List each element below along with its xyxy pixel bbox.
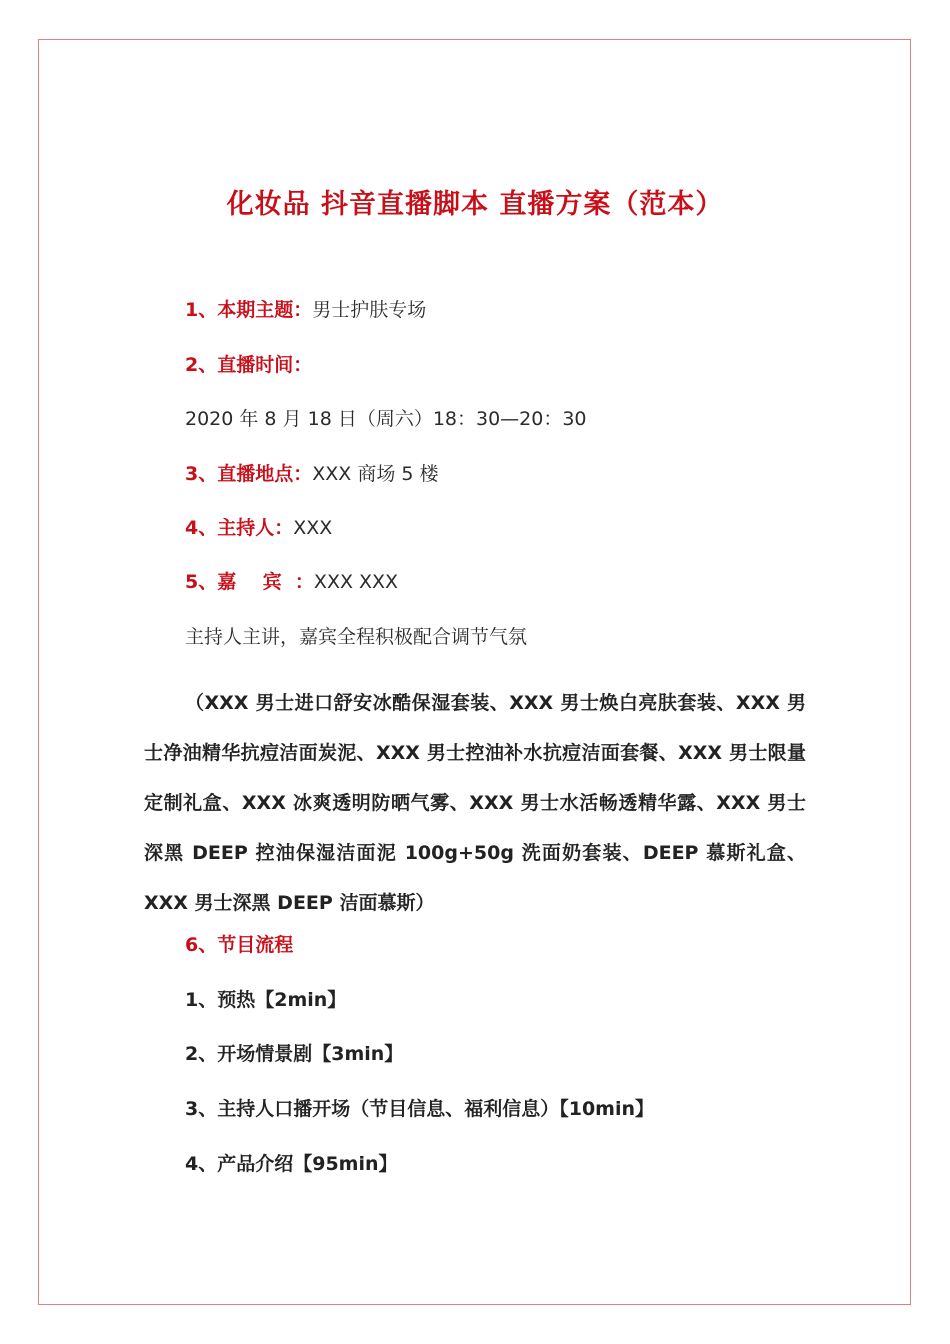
flow-item <box>185 987 346 1013</box>
time-line <box>185 352 312 378</box>
time-label: 2、直播时间： <box>185 354 313 376</box>
product-list-paragraph: （XXX 男士进口舒安冰酷保湿套装、XXX 男士焕白亮肤套装、XXX 男士净油精华抗痘洁面炭泥、XXX 男士控油补水抗痘洁面套餐、XXX 男士限量定制礼盒、XXX 冰爽透明防晒气雾、XXX 男士水活畅透精华露、XXX 男士深黑 DEEP 控油保湿洁面泥 100g+50g 洗面奶套装、DEEP 慕斯礼盒、XXX 男士深黑 DEEP 洁面慕斯） <box>144 692 806 914</box>
flow-item-text: 4、产品介绍【95min】 <box>185 1153 398 1175</box>
location-label: 3、直播地点： <box>185 463 313 485</box>
flow-item-text: 2、开场情景剧【3min】 <box>185 1043 404 1065</box>
time-value: 2020 年 8 月 18 日（周六）18：30—20：30 <box>185 408 587 430</box>
host-note: 主持人主讲，嘉宾全程积极配合调节气氛 <box>185 626 528 648</box>
flow-heading: 6、节目流程 <box>185 934 294 956</box>
host-note-line <box>185 624 527 650</box>
flow-item <box>185 1041 403 1067</box>
guest-line <box>185 569 398 595</box>
host-label: 4、主持人： <box>185 517 294 539</box>
flow-item-text: 3、主持人口播开场（节目信息、福利信息）【10min】 <box>185 1098 654 1120</box>
host-line <box>185 515 332 541</box>
location-line <box>185 461 439 487</box>
flow-heading-line <box>185 932 293 958</box>
guest-value: XXX XXX <box>313 571 399 593</box>
location-value: XXX 商场 5 楼 <box>312 463 439 485</box>
theme-line <box>185 297 426 323</box>
time-value-line <box>185 406 587 432</box>
flow-item <box>185 1151 398 1177</box>
host-value: XXX <box>293 517 333 539</box>
flow-item-text: 1、预热【2min】 <box>185 989 347 1011</box>
theme-label: 1、本期主题： <box>185 299 313 321</box>
guest-label: 5、嘉 宾 ： <box>185 571 314 593</box>
theme-value: 男士护肤专场 <box>312 299 427 321</box>
document-title: 化妆品 抖音直播脚本 直播方案（范本） <box>226 189 724 220</box>
flow-item <box>185 1096 654 1122</box>
